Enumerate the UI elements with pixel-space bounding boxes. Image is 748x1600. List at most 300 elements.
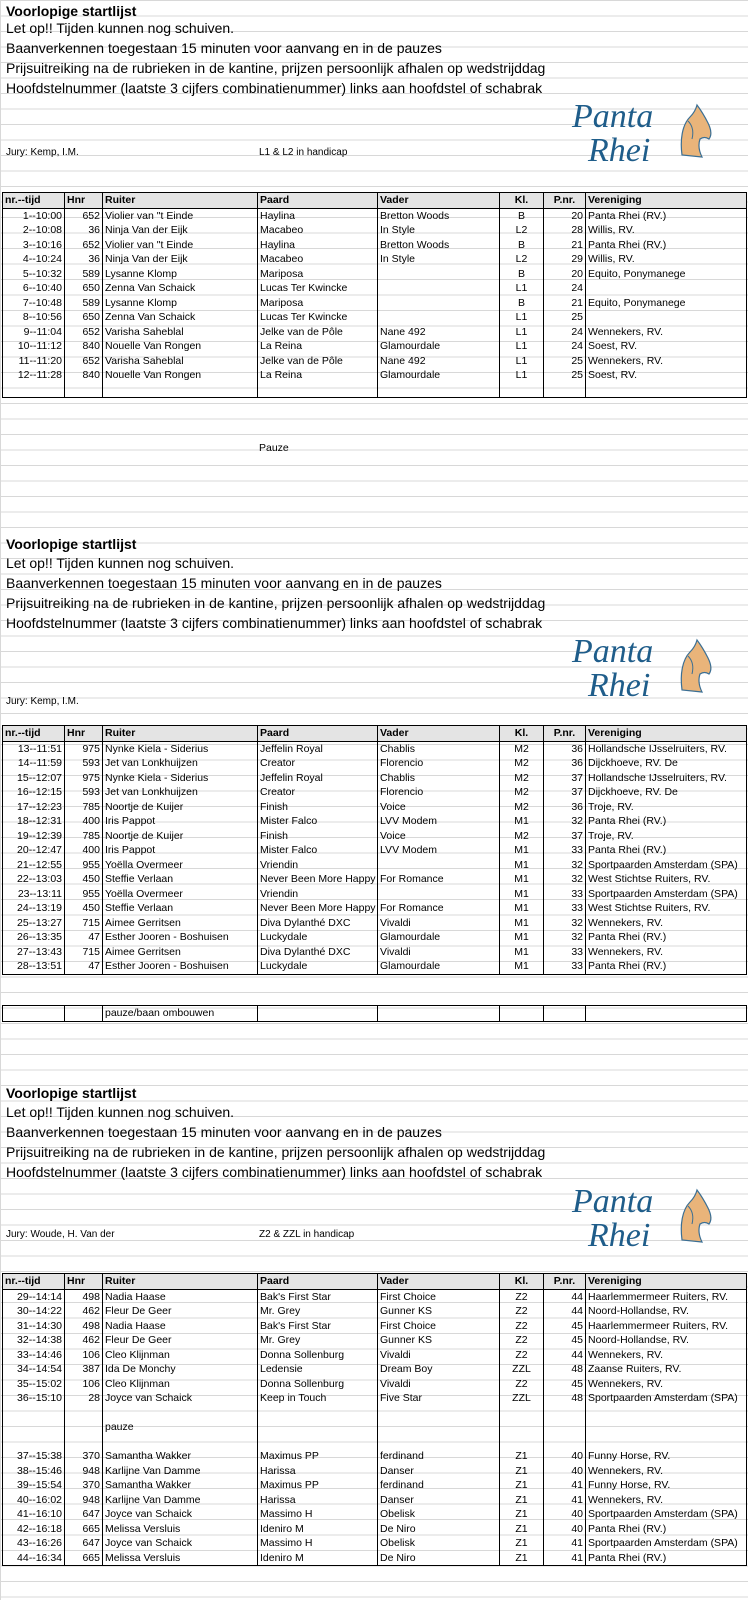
table-cell: 589 [65,267,103,282]
table-cell: Ideniro M [258,1551,378,1566]
logo-text-2: Rhei [588,667,651,700]
table-cell: 33 [544,843,586,858]
table-cell: Vriendin [258,887,378,902]
table-cell: 37--15:38 [3,1449,65,1464]
table-cell: 47 [65,930,103,945]
table-cell: 32 [544,814,586,829]
table-cell: 652 [65,208,103,223]
table-row [3,1391,747,1406]
table-cell: Donna Sollenburg [258,1377,378,1392]
pause-label: Pauze [259,442,289,454]
table-cell: Willis, RV. [586,252,747,267]
column-header: Hnr [65,193,103,209]
table-cell: 400 [65,843,103,858]
table-cell: M1 [500,945,544,960]
table-row [3,354,747,369]
table-cell: LVV Modem [378,814,500,829]
table-row [3,814,747,829]
table-cell: Diva Dylanthé DXC [258,945,378,960]
table-cell: 41 [544,1551,586,1566]
table-cell: Harissa [258,1464,378,1479]
table-cell: 450 [65,872,103,887]
table-cell: Zenna Van Schaick [103,310,258,325]
jury-label: Jury: Woude, H. Van der [6,1229,115,1240]
table-cell: 40--16:02 [3,1493,65,1508]
table-cell: Z1 [500,1551,544,1566]
table-cell [378,858,500,873]
table-cell: Haarlemmermeer Ruiters, RV. [586,1319,747,1334]
table-row [3,267,747,282]
table-row [3,901,747,916]
column-header: Paard [258,1274,378,1290]
table-cell: B [500,238,544,253]
table-cell: L1 [500,310,544,325]
table-cell: Sportpaarden Amsterdam (SPA) [586,858,747,873]
table-cell: Maximus PP [258,1478,378,1493]
table-row [3,339,747,354]
table-cell: Voice [378,829,500,844]
table-cell: 106 [65,1348,103,1363]
table-cell: 21--12:55 [3,858,65,873]
table-cell: Z1 [500,1493,544,1508]
table-cell: Equito, Ponymanege [586,267,747,282]
column-header: Vereniging [586,193,747,209]
table-cell: Lucas Ter Kwincke [258,281,378,296]
table-cell: Panta Rhei (RV.) [586,814,747,829]
panta-rhei-logo [570,95,720,165]
table-cell: Jelke van de Pôle [258,354,378,369]
notice-line: Baanverkennen toegestaan 15 minuten voor aanvang en in de pauzes [6,575,442,591]
table-cell: Macabeo [258,252,378,267]
notice-line: Hoofdstelnummer (laatste 3 cijfers combinatienummer) links aan hoofdstel of schabrak [6,615,543,631]
table-cell: De Niro [378,1551,500,1566]
table-row [3,800,747,815]
column-header: Vereniging [586,726,747,742]
table-row [3,1507,747,1522]
table-cell: M2 [500,756,544,771]
table-cell: First Choice [378,1289,500,1304]
table-cell: Danser [378,1464,500,1479]
table-cell: Haylina [258,208,378,223]
table-cell: 25--13:27 [3,916,65,931]
table-cell: L1 [500,354,544,369]
table-cell: Creator [258,785,378,800]
table-cell: 19--12:39 [3,829,65,844]
table-cell: 400 [65,814,103,829]
table-cell: Mister Falco [258,843,378,858]
table-cell: 498 [65,1289,103,1304]
table-cell: 41--16:10 [3,1507,65,1522]
table-cell: 39--15:54 [3,1478,65,1493]
table-cell: B [500,208,544,223]
table-row [3,1551,747,1566]
table-cell: M1 [500,887,544,902]
table-cell: 43--16:26 [3,1536,65,1551]
handicap-note: L1 & L2 in handicap [259,147,348,158]
table-cell: 41 [544,1536,586,1551]
table-cell: L1 [500,368,544,383]
table-cell: Luckydale [258,959,378,974]
table-row [3,223,747,238]
table-cell: Chablis [378,771,500,786]
table-cell: 647 [65,1507,103,1522]
table-cell: Dream Boy [378,1362,500,1377]
table-cell: Nouelle Van Rongen [103,339,258,354]
table-cell: L1 [500,339,544,354]
table-cell: 40 [544,1464,586,1479]
table-cell: 106 [65,1377,103,1392]
jury-label: Jury: Kemp, I.M. [6,696,79,707]
table-cell: L2 [500,223,544,238]
table-cell: 462 [65,1333,103,1348]
table-cell: 840 [65,339,103,354]
table-cell: Finish [258,829,378,844]
table-cell: M1 [500,843,544,858]
table-cell: Vriendin [258,858,378,873]
column-header: Kl. [500,193,544,209]
table-cell: Z1 [500,1522,544,1537]
table-cell: Joyce van Schaick [103,1507,258,1522]
table-cell: 29--14:14 [3,1289,65,1304]
table-row [3,1377,747,1392]
table-cell: 40 [544,1507,586,1522]
table-cell: Panta Rhei (RV.) [586,238,747,253]
table-cell: 650 [65,281,103,296]
column-header: Vereniging [586,1274,747,1290]
table-cell: L1 [500,325,544,340]
table-row [3,1449,747,1464]
table-cell: Wennekers, RV. [586,354,747,369]
logo-text-1: Panta [572,98,654,135]
table-cell: 38--15:46 [3,1464,65,1479]
table-cell: 387 [65,1362,103,1377]
table-cell: 33 [544,959,586,974]
table-row [3,1478,747,1493]
table-cell: Equito, Ponymanege [586,296,747,311]
logo-text-2: Rhei [588,132,651,165]
table-cell: B [500,267,544,282]
table-cell: M1 [500,916,544,931]
table-row [3,310,747,325]
notice-line: Prijsuitreiking na de rubrieken in de kantine, prijzen persoonlijk afhalen op wedstrijddag [6,1144,546,1160]
table-cell: Harissa [258,1493,378,1508]
table-cell: Willis, RV. [586,223,747,238]
handicap-note: Z2 & ZZL in handicap [259,1229,355,1240]
table-cell: L2 [500,252,544,267]
table-cell: Mariposa [258,267,378,282]
table-cell: Florencio [378,756,500,771]
table-cell: 650 [65,310,103,325]
table-cell: 2--10:08 [3,223,65,238]
table-cell: 36 [544,741,586,756]
logo-text-2: Rhei [588,1217,651,1250]
startlist-table-2 [2,725,747,975]
table-cell: 32 [544,930,586,945]
table-cell: Troje, RV. [586,829,747,844]
table-cell: ZZL [500,1391,544,1406]
table-cell: 32 [544,872,586,887]
column-header: P.nr. [544,193,586,209]
column-header: nr.--tijd [3,726,65,742]
table-cell: Z2 [500,1348,544,1363]
table-cell: 28 [544,223,586,238]
table-cell: Melissa Versluis [103,1522,258,1537]
table-cell: Joyce van Schaick [103,1391,258,1406]
table-cell: Florencio [378,785,500,800]
table-cell: 45 [544,1377,586,1392]
table-cell: 36 [544,800,586,815]
table-cell: Nadia Haase [103,1289,258,1304]
table-cell: 652 [65,354,103,369]
table-cell: In Style [378,223,500,238]
table-cell: 948 [65,1464,103,1479]
column-header: Vader [378,1274,500,1290]
table-cell: Never Been More Happy [258,901,378,916]
table-cell: 36--15:10 [3,1391,65,1406]
table-cell: M1 [500,901,544,916]
table-cell: 15--12:07 [3,771,65,786]
table-cell: 20 [544,208,586,223]
table-row [3,1362,747,1377]
table-cell: 955 [65,858,103,873]
table-cell: 23--13:11 [3,887,65,902]
table-cell: Bak's First Star [258,1319,378,1334]
table-cell: Yoëlla Overmeer [103,858,258,873]
table-cell: Vivaldi [378,945,500,960]
table-cell: Z2 [500,1289,544,1304]
table-cell: Bretton Woods [378,238,500,253]
column-header: Vader [378,726,500,742]
table-cell: M2 [500,771,544,786]
table-cell: 32--14:38 [3,1333,65,1348]
table-cell: 665 [65,1522,103,1537]
table-cell: Mr. Grey [258,1304,378,1319]
table-row [3,1464,747,1479]
startlist-table-3 [2,1273,747,1566]
table-cell: Soest, RV. [586,368,747,383]
table-cell: 28--13:51 [3,959,65,974]
table-cell: Noord-Hollandse, RV. [586,1304,747,1319]
table-cell: 370 [65,1449,103,1464]
table-cell: Yoëlla Overmeer [103,887,258,902]
notice-line: Hoofdstelnummer (laatste 3 cijfers combinatienummer) links aan hoofdstel of schabrak [6,1164,543,1180]
table-cell: Sportpaarden Amsterdam (SPA) [586,1391,747,1406]
table-cell [378,296,500,311]
table-cell: Z2 [500,1333,544,1348]
table-cell: 35--15:02 [3,1377,65,1392]
table-cell: 33 [544,901,586,916]
table-cell: 785 [65,829,103,844]
table-cell: Hollandsche IJsselruiters, RV. [586,771,747,786]
table-cell: Noord-Hollandse, RV. [586,1333,747,1348]
table-cell: 593 [65,785,103,800]
page-title: Voorlopige startlijst [6,536,137,552]
table-cell: M1 [500,814,544,829]
table-row [3,1289,747,1304]
table-cell: Sportpaarden Amsterdam (SPA) [586,1536,747,1551]
table-cell: Z1 [500,1536,544,1551]
table-cell: 41 [544,1493,586,1508]
startlist-table-1 [2,192,747,398]
notice-line: Baanverkennen toegestaan 15 minuten voor aanvang en in de pauzes [6,1124,442,1140]
table-cell: Samantha Wakker [103,1478,258,1493]
table-cell: Violier van "t Einde [103,238,258,253]
table-cell: 34--14:54 [3,1362,65,1377]
table-cell: Obelisk [378,1536,500,1551]
table-cell: Lysanne Klomp [103,267,258,282]
table-cell: Fleur De Geer [103,1333,258,1348]
table-cell: Violier van "t Einde [103,208,258,223]
table-cell: Donna Sollenburg [258,1348,378,1363]
table-cell: 7--10:48 [3,296,65,311]
table-cell: Wennekers, RV. [586,1377,747,1392]
table-cell: L1 [500,281,544,296]
table-cell: 48 [544,1391,586,1406]
notice-line: Let op!! Tijden kunnen nog schuiven. [6,1104,235,1120]
table-row [3,887,747,902]
table-cell: Haarlemmermeer Ruiters, RV. [586,1289,747,1304]
table-cell: Melissa Versluis [103,1551,258,1566]
table-cell: Fleur De Geer [103,1304,258,1319]
table-cell: Nynke Kiela - Siderius [103,771,258,786]
table-cell: Wennekers, RV. [586,1493,747,1508]
table-cell: M1 [500,872,544,887]
table-cell: 12--11:28 [3,368,65,383]
table-row [3,1319,747,1334]
table-cell: Wennekers, RV. [586,945,747,960]
table-cell: Iris Pappot [103,814,258,829]
table-cell: 32 [544,916,586,931]
table-cell: 24--13:19 [3,901,65,916]
table-cell: Finish [258,800,378,815]
table-row [3,1333,747,1348]
table-cell: 28 [65,1391,103,1406]
table-cell: 44 [544,1289,586,1304]
table-cell: Massimo H [258,1536,378,1551]
table-cell [378,267,500,282]
table-row [3,872,747,887]
table-cell: 18--12:31 [3,814,65,829]
table-cell: Wennekers, RV. [586,325,747,340]
column-header: Paard [258,726,378,742]
table-cell: Ledensie [258,1362,378,1377]
logo-text-1: Panta [572,1183,654,1220]
table-cell: Gunner KS [378,1333,500,1348]
table-cell: 37 [544,771,586,786]
column-header: nr.--tijd [3,193,65,209]
table-cell: Lysanne Klomp [103,296,258,311]
table-cell [586,310,747,325]
column-header: nr.--tijd [3,1274,65,1290]
table-cell: Dijckhoeve, RV. De [586,756,747,771]
table-cell: 8--10:56 [3,310,65,325]
table-row [3,1348,747,1363]
page-title: Voorlopige startlijst [6,1085,137,1101]
table-cell: 36 [544,756,586,771]
table-cell: Mister Falco [258,814,378,829]
table-cell: 785 [65,800,103,815]
table-row [3,325,747,340]
table-cell: 652 [65,238,103,253]
notice-line: Let op!! Tijden kunnen nog schuiven. [6,555,235,571]
table-cell: 20--12:47 [3,843,65,858]
table-cell: 11--11:20 [3,354,65,369]
table-cell: 593 [65,756,103,771]
table-row [3,208,747,223]
panta-rhei-logo [570,630,720,700]
table-cell: 840 [65,368,103,383]
table-row [3,252,747,267]
table-cell: 33 [544,887,586,902]
table-cell: 462 [65,1304,103,1319]
table-cell: 22--13:03 [3,872,65,887]
table-row [3,296,747,311]
table-cell: Nadia Haase [103,1319,258,1334]
table-cell: Ideniro M [258,1522,378,1537]
table-cell: Vivaldi [378,1348,500,1363]
table-cell: 450 [65,901,103,916]
table-cell: Glamourdale [378,959,500,974]
table-cell: Glamourdale [378,339,500,354]
table-cell: 652 [65,325,103,340]
table-cell: Z1 [500,1464,544,1479]
column-header: Vader [378,193,500,209]
table-cell: Funny Horse, RV. [586,1449,747,1464]
notice-line: Prijsuitreiking na de rubrieken in de kantine, prijzen persoonlijk afhalen op wedstrijddag [6,60,546,76]
table-cell: Maximus PP [258,1449,378,1464]
table-cell: 20 [544,267,586,282]
table-header [3,1274,747,1290]
column-header: Paard [258,193,378,209]
notice-line: Baanverkennen toegestaan 15 minuten voor aanvang en in de pauzes [6,40,442,56]
table-cell: 4--10:24 [3,252,65,267]
table-cell: 24 [544,339,586,354]
table-cell: 37 [544,785,586,800]
table-cell: Luckydale [258,930,378,945]
table-cell: West Stichtse Ruiters, RV. [586,901,747,916]
table-cell [586,281,747,296]
table-cell: Jet van Lonkhuijzen [103,756,258,771]
column-header: Ruiter [103,193,258,209]
table-cell: 21 [544,238,586,253]
table-cell: 10--11:12 [3,339,65,354]
table-cell: Noortje de Kuijer [103,829,258,844]
table-cell: Panta Rhei (RV.) [586,1551,747,1566]
pause-label: pauze [103,1420,258,1435]
table-cell: La Reina [258,368,378,383]
column-header: Ruiter [103,726,258,742]
column-header: Kl. [500,726,544,742]
table-row [3,1536,747,1551]
table-cell: Karlijne Van Damme [103,1464,258,1479]
table-cell: Creator [258,756,378,771]
table-cell: Keep in Touch [258,1391,378,1406]
table-cell: 24 [544,325,586,340]
table-cell: Nouelle Van Rongen [103,368,258,383]
table-cell: Never Been More Happy [258,872,378,887]
table-cell: Lucas Ter Kwincke [258,310,378,325]
table-cell: B [500,296,544,311]
panta-rhei-logo [570,1180,720,1250]
table-row [3,829,747,844]
table-cell: 13--11:51 [3,741,65,756]
pause-label: pauze/baan ombouwen [103,1006,258,1022]
table-cell: Z1 [500,1478,544,1493]
table-cell: 24 [544,281,586,296]
table-cell: Jet van Lonkhuijzen [103,785,258,800]
table-cell: Z1 [500,1449,544,1464]
table-cell: M2 [500,829,544,844]
